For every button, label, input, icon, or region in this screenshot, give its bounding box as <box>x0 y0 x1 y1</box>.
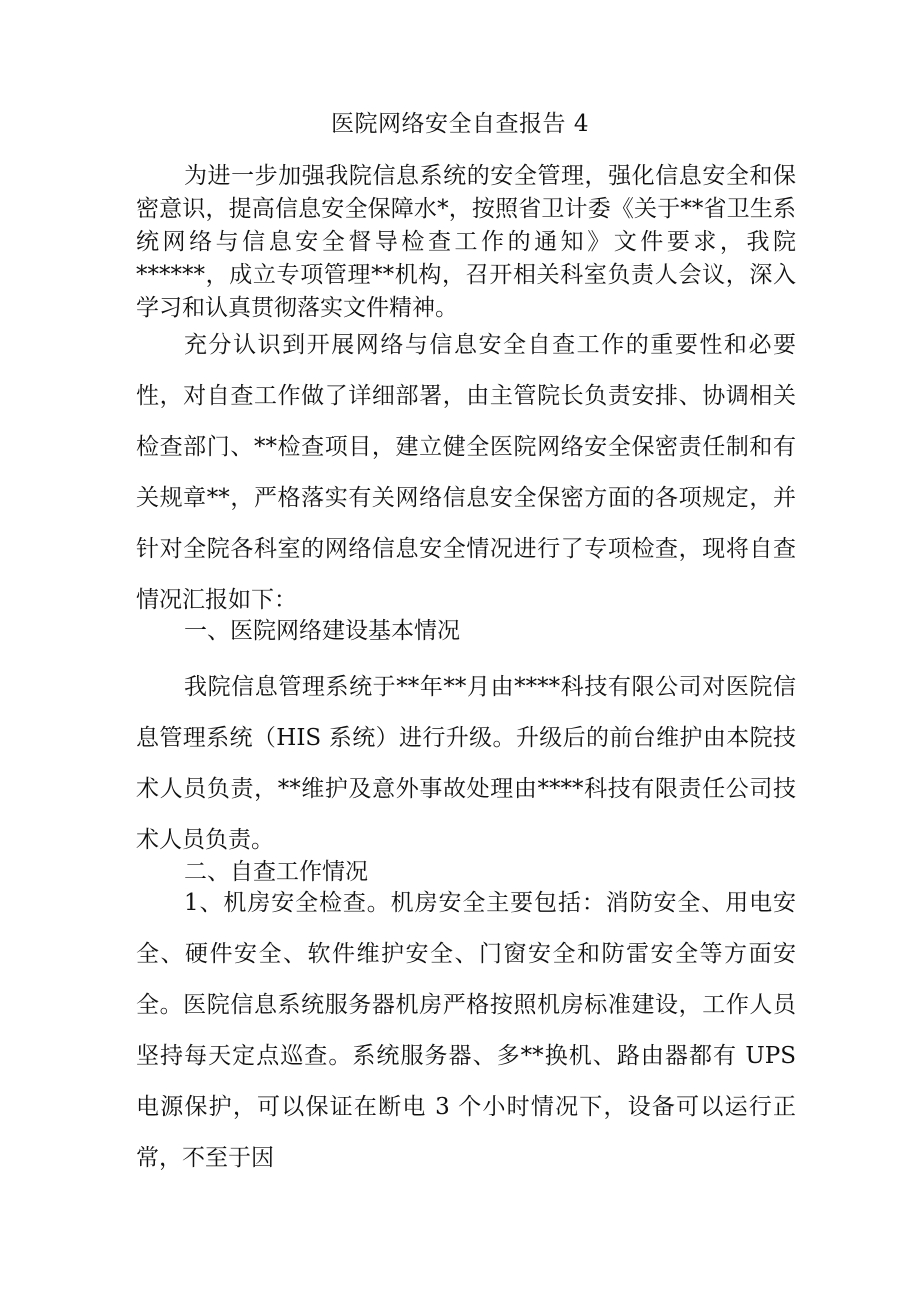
network-construction-paragraph: 我院信息管理系统于**年**月由****科技有限公司对医院信息管理系统（HIS 系统）进行升级。升级后的前台维护由本院技术人员负责，**维护及意外事故处理由****科技有限责任公司技术人员负责。 <box>136 674 796 853</box>
document-title: 医院网络安全自查报告 4 <box>331 111 589 137</box>
intro-paragraph: 为进一步加强我院信息系统的安全管理，强化信息安全和保密意识，提高信息安全保障水*，按照省卫计委《关于**省卫生系统网络与信息安全督导检查工作的通知》文件要求，我院******，成立专项管理**机构，召开相关科室负责人会议，深入学习和认真贯彻落实文件精神。 <box>136 163 796 321</box>
machine-room-security-paragraph: 1、机房安全检查。机房安全主要包括：消防安全、用电安全、硬件安全、软件维护安全、门窗安全和防雷安全等方面安全。医院信息系统服务器机房严格按照机房标准建设，工作人员坚持每天定点巡查。系统服务器、多**换机、路由器都有 UPS 电源保护，可以保证在断电 3 个小时情况下，设备可以运行正常，不至于因 <box>136 890 796 1171</box>
section-heading-self-check-work: 二、自查工作情况 <box>184 859 368 885</box>
section-heading-network-construction: 一、医院网络建设基本情况 <box>184 618 460 644</box>
self-check-overview-paragraph: 充分认识到开展网络与信息安全自查工作的重要性和必要性，对自查工作做了详细部署，由主管院长负责安排、协调相关检查部门、**检查项目，建立健全医院网络安全保密责任制和有关规章**，严格落实有关网络信息安全保密方面的各项规定，并针对全院各科室的网络信息安全情况进行了专项检查，现将自查情况汇报如下： <box>136 332 796 613</box>
